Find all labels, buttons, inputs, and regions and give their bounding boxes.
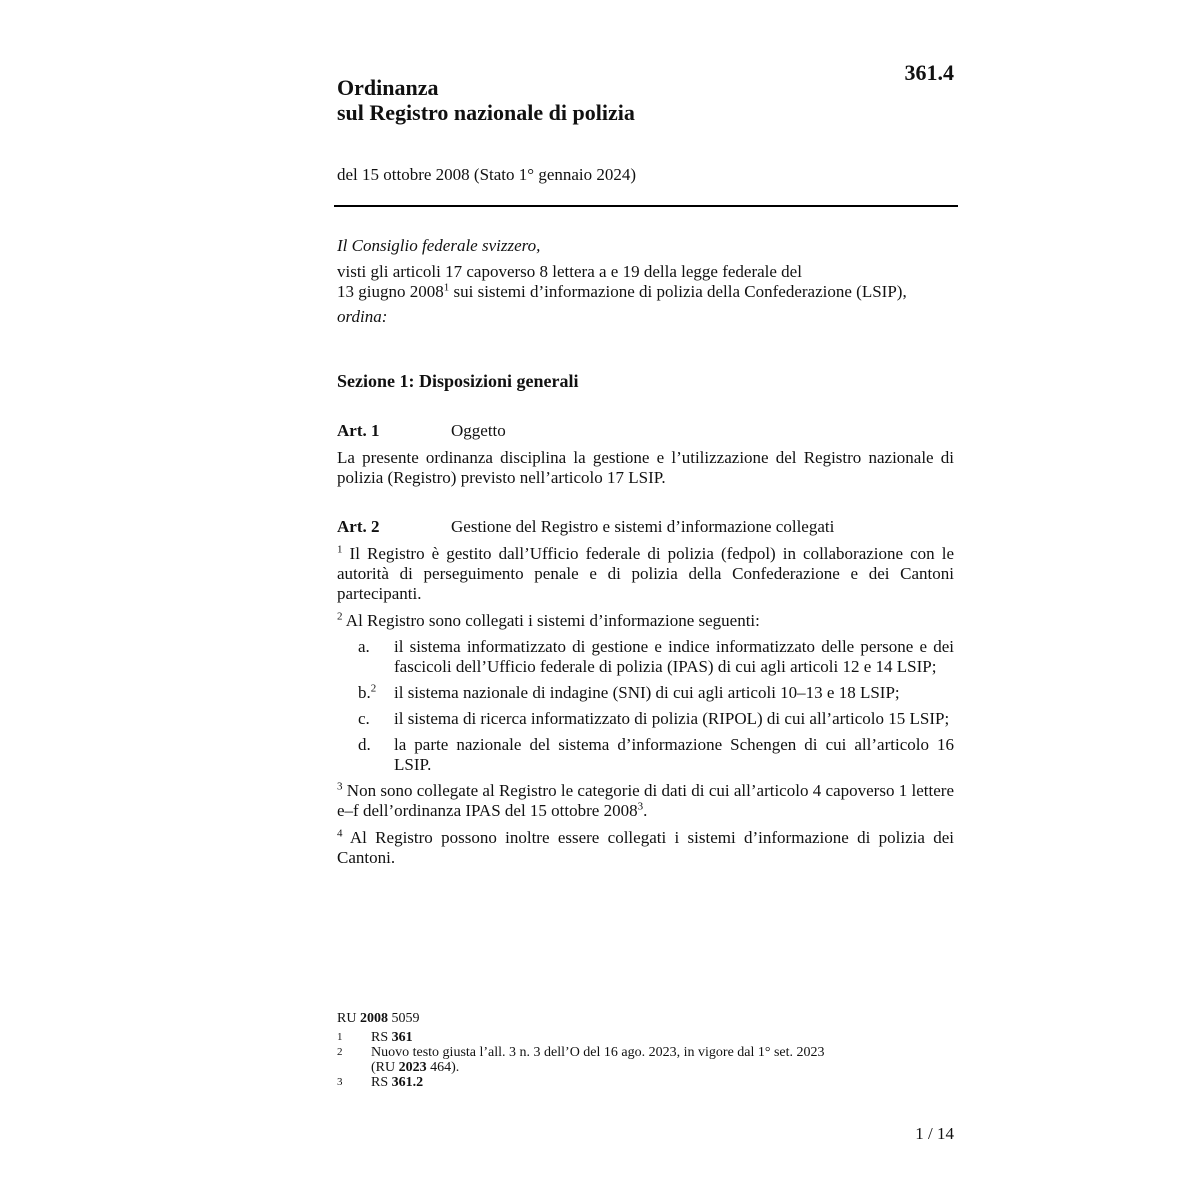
title-line-1: Ordinanza [337,75,439,100]
article-1-heading [337,421,954,441]
article-2-paragraph-1 [337,544,954,604]
article-1 [337,421,954,488]
article-2-paragraph-4 [337,828,954,868]
article-2-list [337,637,954,775]
paragraph-text: Non sono collegate al Registro le categorie di dati di cui all’articolo 4 capoverso 1 lettere e–f dell’ordinanza IPAS del 15 ottobre 2008 [337,781,954,820]
preamble-line-2a: 13 giugno 2008 [337,282,444,301]
footnote-ref-2[interactable]: 2 [370,682,377,695]
paragraph-number: 1 [337,543,343,556]
footnote-3 [337,1075,954,1090]
list-item-text: la parte nazionale del sistema d’informazione Schengen di cui all’articolo 16 LSIP. [394,735,954,774]
list-marker: d. [358,735,371,754]
footnote-text: Nuovo testo giusta l’all. 3 n. 3 dell’O del 16 ago. 2023, in vigore dal 1° set. 2023 (RU 2023 464). [371,1045,825,1075]
article-2 [337,517,954,868]
footnotes [337,1011,954,1090]
paragraph-text: Il Registro è gestito dall’Ufficio federale di polizia (fedpol) in collaborazione con le autorità di perseguimento penale e di polizia della Confederazione e dei Cantoni partecipanti. [337,544,954,603]
article-1-title: Oggetto [451,421,506,440]
list-item-text: il sistema informatizzato di gestione e indice informatizzato delle persone e dei fascicoli dell’Ufficio federale di polizia (IPAS) di cui agli articoli 12 e 14 LSIP; [394,637,954,676]
list-marker: c. [358,709,370,728]
list-item [337,637,954,677]
list-item-text: il sistema nazionale di indagine (SNI) di cui agli articoli 10–13 e 18 LSIP; [394,683,900,702]
list-marker: b.$^2$ [358,682,377,702]
sr-number: 361.4 [904,60,954,85]
document-header [337,60,954,185]
preamble-authority: Il Consiglio federale svizzero, [337,236,541,255]
document-title [337,75,954,125]
paragraph-text: Al Registro possono inoltre essere collegati i sistemi d’informazione di polizia dei Cantoni. [337,828,954,867]
section-1-title: Sezione 1: Disposizioni generali [337,371,579,391]
footnote-2 [337,1045,954,1075]
article-2-paragraph-3: $^3$ Non sono collegate al Registro le categorie di dati di cui all’articolo 4 capoverso 1 lettere e–f dell’ordinanza IPAS del 15 ottobre 2008$^3$. [337,780,954,820]
list-item [337,709,954,729]
list-item [337,683,954,703]
preamble-ordina: ordina: [337,307,388,326]
header-rule [334,205,958,207]
article-2-number: Art. 2 [337,517,380,536]
preamble-line-2b: sui sistemi d’informazione di polizia della Confederazione (LSIP), [449,282,907,301]
paragraph-number: 2 [337,610,343,623]
footnote-1 [337,1030,954,1045]
preamble-line-1: visti gli articoli 17 capoverso 8 lettera a e 19 della legge federale del [337,262,802,281]
article-1-text: La presente ordinanza disciplina la gestione e l’utilizzazione del Registro nazionale di polizia (Registro) previsto nell’articolo 17 LSIP. [337,448,954,487]
preamble [337,236,954,327]
footnote-number: 2 [337,1046,343,1058]
paragraph-text: Al Registro sono collegati i sistemi d’informazione seguenti: [342,611,760,630]
ru-reference: RU 2008 5059 [337,1011,420,1026]
paragraph-number: 4 [337,827,343,840]
preamble-line-2 [337,282,954,302]
page-number: 1 / 14 [915,1124,954,1143]
list-item [337,735,954,775]
footnote-ref-1[interactable]: 1 [443,281,450,294]
footnote-number: 3 [337,1076,343,1088]
footnote-number: 1 [337,1031,343,1043]
footnote-text: RS 361 [371,1030,413,1045]
article-2-title: Gestione del Registro e sistemi d’informazione collegati [451,517,835,536]
article-2-paragraph-2 [337,611,954,631]
article-2-heading [337,517,954,537]
list-marker: a. [358,637,370,656]
paragraph-number: 3 [337,780,343,793]
title-line-2: sul Registro nazionale di polizia [337,100,635,125]
document-date: del 15 ottobre 2008 (Stato 1° gennaio 2024) [337,165,637,184]
footnote-ref-3[interactable]: 3 [637,800,644,813]
article-1-number: Art. 1 [337,421,380,440]
list-item-text: il sistema di ricerca informatizzato di polizia (RIPOL) di cui all’articolo 15 LSIP; [394,709,950,728]
footnote-text: RS 361.2 [371,1075,424,1090]
